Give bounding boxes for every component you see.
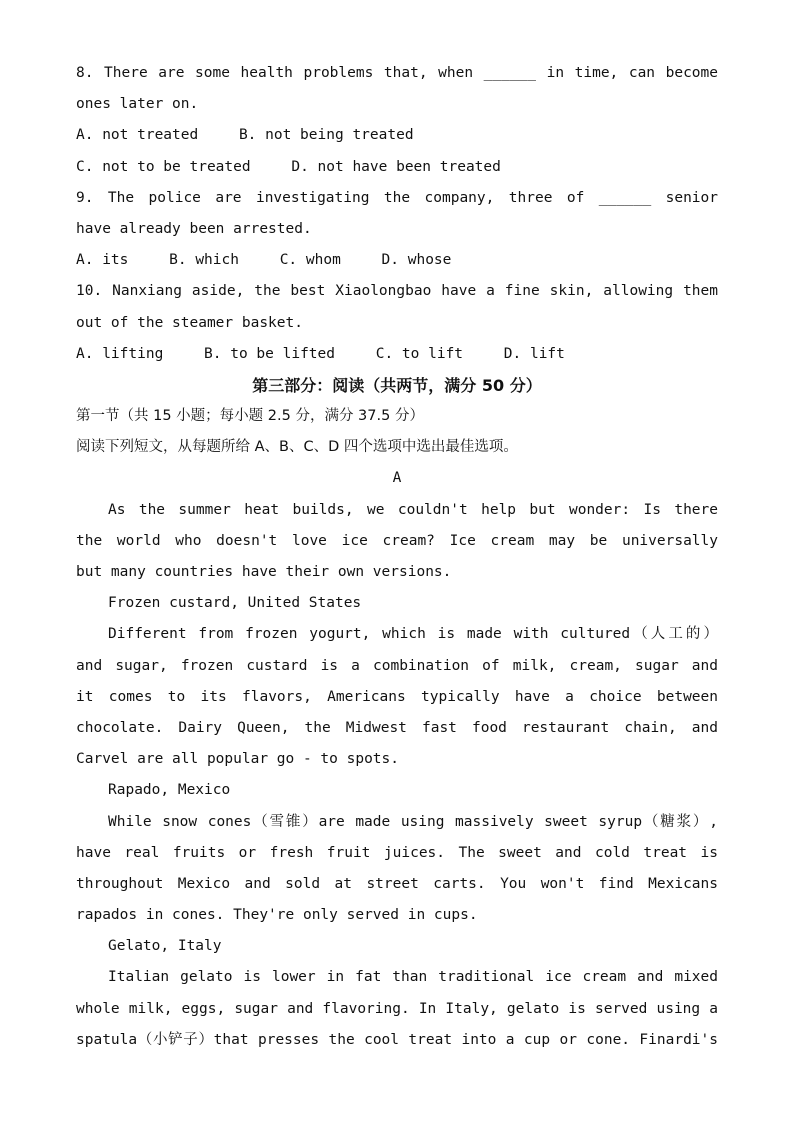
question-10-option-c: C. to lift (375, 345, 464, 362)
question-8-options-row-1 (76, 120, 718, 151)
passage-label: A (392, 470, 402, 487)
reading-instruction: 阅读下列短文，从每题所给 A、B、C、D 四个选项中选出最佳选项。 (76, 439, 518, 456)
gelato-line-2: whole milk, eggs, sugar and flavoring. In Italy, gelato is served using a (76, 1000, 718, 1017)
rapado-line-2: have real fruits or fresh fruit juices. The sweet and cold treat is (76, 844, 718, 861)
rapado-line-4: rapados in cones. They're only served in cups. (76, 907, 478, 924)
question-9-option-a: A. its (76, 252, 129, 269)
passage-intro-line-1: As the summer heat builds, we couldn't help but wonder: Is there (108, 501, 718, 518)
rapado-line-1: While snow cones（雪锥）are made using massively sweet syrup（糖浆）, (108, 813, 718, 830)
question-10-option-a: A. lifting (76, 345, 164, 362)
custard-line-2: and sugar, frozen custard is a combination of milk, cream, sugar and (76, 657, 718, 674)
custard-line-5: Carvel are all popular go - to spots. (76, 751, 400, 768)
section-heading-gelato: Gelato, Italy (108, 938, 222, 955)
section-1-heading: 第一节（共 15 小题；每小题 2.5 分，满分 37.5 分） (76, 408, 424, 425)
question-10-line-2: out of the steamer basket. (76, 314, 303, 331)
passage-intro-line-2: the world who doesn't love ice cream? Ice cream may be universally (76, 532, 718, 549)
question-9-option-d: D. whose (381, 252, 452, 269)
question-8-options-row-2 (76, 152, 718, 183)
question-9-option-b: B. which (169, 252, 239, 269)
rapado-line-3: throughout Mexico and sold at street carts. You won't find Mexicans (76, 875, 718, 892)
exam-page (76, 58, 718, 1056)
part-3-title: 第三部分：阅读（共两节，满分 50 分） (252, 375, 542, 395)
question-10-line-1: 10. Nanxiang aside, the best Xiaolongbao have a fine skin, allowing them (76, 283, 718, 300)
passage-intro-line-3: but many countries have their own versions. (76, 564, 452, 580)
custard-line-3: it comes to its flavors, Americans typically have a choice between (76, 688, 718, 705)
question-8-line-1: 8. There are some health problems that, when ______ in time, can become (76, 65, 718, 81)
question-9-option-c: C. whom (279, 252, 341, 269)
question-10-option-b: B. to be lifted (204, 345, 335, 362)
custard-line-1: Different from frozen yogurt, which is made with cultured（人工的） (108, 626, 718, 643)
question-9-options-row (76, 245, 718, 276)
question-8-option-a: A. not treated (76, 127, 199, 144)
question-8-option-d: D. not have been treated (291, 158, 501, 175)
gelato-line-3: spatula（小铲子）that presses the cool treat into a cup or cone. Finardi's (76, 1031, 718, 1048)
question-9-line-2: have already been arrested. (76, 220, 312, 237)
question-8-option-c: C. not to be treated (76, 158, 251, 175)
section-heading-frozen-custard: Frozen custard, United States (108, 595, 362, 612)
question-9-line-1: 9. The police are investigating the company, three of ______ senior (76, 189, 718, 206)
gelato-line-1: Italian gelato is lower in fat than traditional ice cream and mixed (108, 969, 718, 986)
question-8-line-2: ones later on. (76, 96, 199, 113)
question-8-option-b: B. not being treated (238, 127, 414, 144)
question-10-options-row (76, 339, 718, 370)
question-10-option-d: D. lift (503, 345, 565, 362)
custard-line-4: chocolate. Dairy Queen, the Midwest fast food restaurant chain, and (76, 719, 718, 736)
section-heading-rapado: Rapado, Mexico (108, 782, 231, 799)
